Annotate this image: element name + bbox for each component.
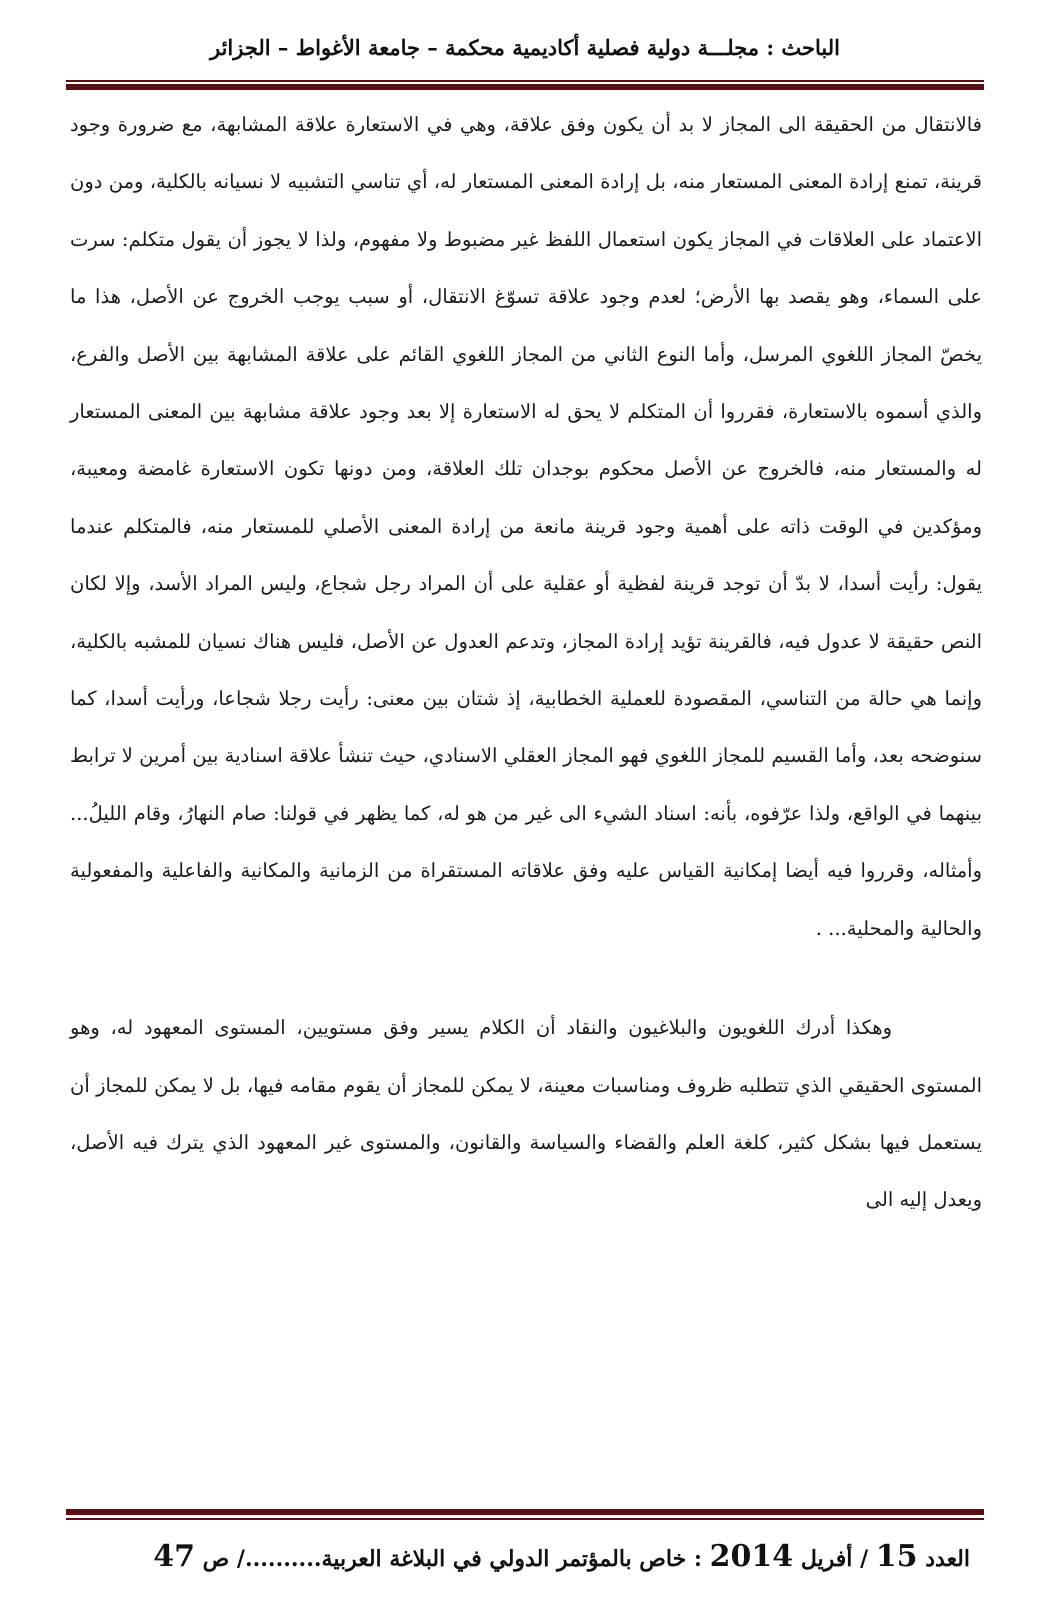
issue-number: 15 (875, 1539, 918, 1574)
body-paragraph-1: فالانتقال من الحقيقة الى المجاز لا بد أن يكون وفق علاقة، وهي في الاستعارة علاقة المشابهة، مع ضرورة وجود قرينة، تمنع إرادة المعنى المستعار منه، بل إرادة المعنى المستعار له، أي تناسي التشبيه لا نسيانه بالكلية، ومن دون الاعتماد على العلاقات في المجاز يكون استعمال اللفظ غير مضبوط ولا مفهوم، ولذا لا يجوز أن يقول متكلم: سرت على السماء، وهو يقصد بها الأرض؛ لعدم وجود علاقة تسوّغ الانتقال، أو سبب يوجب الخروج عن الأصل، هذا ما يخصّ المجاز اللغوي المرسل، وأما النوع الثاني من المجاز اللغوي القائم على علاقة المشابهة بين الأصل والفرع، والذي أسموه بالاستعارة، فقرروا أن المتكلم لا يحق له الاستعارة إلا بعد وجود علاقة مشابهة بين المعنى المستعار له والمستعار منه، فالخروج عن الأصل محكوم بوجدان تلك العلاقة، ومن دونها تكون الاستعارة غامضة ومعيبة، ومؤكدين في الوقت ذاته على أهمية وجود قرينة مانعة من إرادة المعنى الأصلي للمستعار منه، فالمتكلم عندما يقول: رأيت أسدا، لا بدّ أن توجد قرينة لفظية أو عقلية على أن المراد رجل شجاع، وليس المراد الأسد، وإلا لكان النص حقيقة لا عدول فيه، فالقرينة تؤيد إرادة المجاز، وتدعم العدول عن الأصل، فليس هناك نسيان للمشبه بالكلية، وإنما هي حالة من التناسي، المقصودة للعملية الخطابية، إذ شتان بين معنى: رأيت رجلا شجاعا، ورأيت أسدا، كما سنوضحه بعد، وأما القسيم للمجاز اللغوي فهو المجاز العقلي الاسنادي، حيث تنشأ علاقة اسنادية بين أمرين لا ترابط بينهما في الواقع، ولذا عرّفوه، بأنه: اسناد الشيء الى غير من هو له، كما يظهر في قولنا: صام النهارُ، وقام الليلُ... وأمثاله، وقرروا فيه أيضا إمكانية القياس عليه وفق علاقاته المستقراة من الزمانية والمكانية والفاعلية والمفعولية والحالية والمحلية... . (70, 113, 982, 940)
footer-rule-thin (66, 1518, 984, 1520)
footer-separator: / (860, 1546, 869, 1572)
page-number: 47 (153, 1539, 195, 1574)
page-footer (100, 1532, 970, 1584)
special-issue-note: : خاص بالمؤتمر الدولي في البلاغة العربية........../ (236, 1546, 702, 1572)
header-rule-thin (66, 80, 984, 82)
page-label: ص (202, 1546, 230, 1572)
journal-header-title: الباحث : مجلـــة دولية فصلية أكاديمية محكمة – جامعة الأغواط – الجزائر (209, 35, 841, 60)
article-body (70, 96, 982, 1229)
issue-year: 2014 (709, 1539, 794, 1574)
header-rule-thick (66, 84, 984, 90)
paragraph-spacer (70, 957, 982, 999)
body-paragraph-2: وهكذا أدرك اللغويون والبلاغيون والنقاد أن الكلام يسير وفق مستويين، المستوى المعهود له، وهو المستوى الحقيقي الذي تتطلبه ظروف ومناسبات معينة، لا يمكن للمجاز أن يقوم مقامه فيها، بل لا يمكن للمجاز أن يستعمل فيها بشكل كثير، كلغة العلم والقضاء والسياسة والقانون، والمستوى غير المعهود الذي يترك فيه الأصل، ويعدل إليه الى (70, 1016, 982, 1212)
issue-label: العدد (925, 1546, 970, 1572)
journal-header (60, 30, 990, 66)
footer-rule-thick (66, 1509, 984, 1515)
issue-month: أفريل (800, 1546, 853, 1572)
